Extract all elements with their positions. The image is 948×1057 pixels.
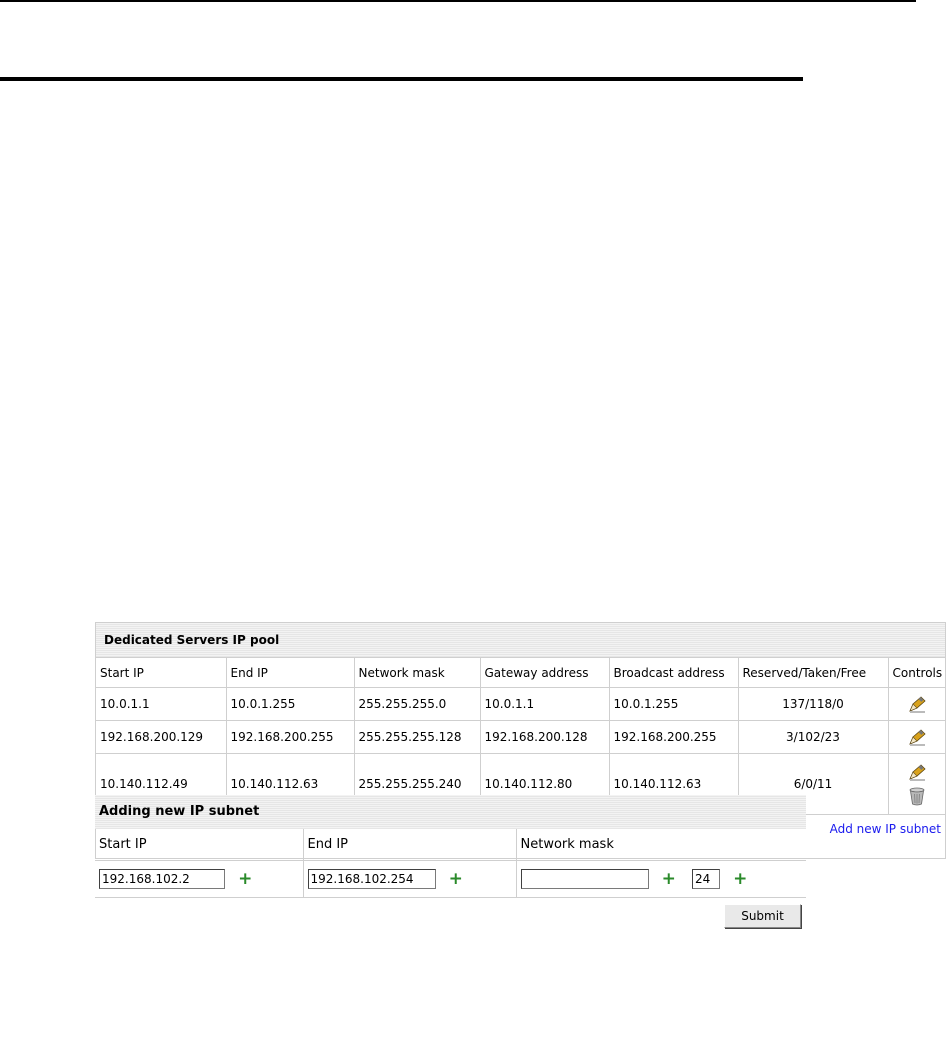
plus-icon[interactable]: + [733, 868, 748, 889]
table-header-row [96, 658, 945, 688]
start-ip-cell: 10.0.1.1 [96, 688, 226, 721]
controls-cell [888, 754, 945, 815]
plus-icon[interactable]: + [448, 868, 463, 889]
end-ip-input[interactable] [308, 869, 436, 889]
gateway-cell: 10.0.1.1 [480, 688, 609, 721]
network-mask-label: Network mask [516, 829, 806, 861]
gateway-cell: 10.140.112.80 [480, 754, 609, 815]
column-header: Network mask [354, 658, 480, 688]
add-subnet-title: Adding new IP subnet [95, 795, 806, 829]
column-header: Gateway address [480, 658, 609, 688]
ip-pool-table [96, 658, 945, 815]
column-header: Start IP [96, 658, 226, 688]
edit-icon[interactable] [906, 761, 928, 783]
heading-rule [0, 77, 803, 81]
add-subnet-table [95, 829, 806, 898]
end-ip-cell: 10.0.1.255 [226, 688, 354, 721]
controls-cell [888, 721, 945, 754]
top-rule [0, 0, 916, 2]
start-ip-label: Start IP [95, 829, 303, 861]
form-inputs-row [95, 861, 806, 898]
start-ip-cell: 192.168.200.129 [96, 721, 226, 754]
counts-cell: 3/102/23 [738, 721, 888, 754]
column-header: End IP [226, 658, 354, 688]
end-ip-label: End IP [303, 829, 516, 861]
network-mask-input[interactable] [521, 869, 649, 889]
network-mask-input-cell [516, 861, 806, 898]
submit-button[interactable]: Submit [724, 904, 801, 928]
plus-icon[interactable]: + [238, 868, 253, 889]
broadcast-cell: 10.140.112.63 [609, 754, 738, 815]
start-ip-cell: 10.140.112.49 [96, 754, 226, 815]
network-mask-cell: 255.255.255.0 [354, 688, 480, 721]
network-mask-cell: 255.255.255.128 [354, 721, 480, 754]
edit-icon[interactable] [906, 726, 928, 748]
column-header: Reserved/Taken/Free [738, 658, 888, 688]
end-ip-cell: 10.140.112.63 [226, 754, 354, 815]
counts-cell: 6/0/11 [738, 754, 888, 815]
table-row [96, 688, 945, 721]
broadcast-cell: 192.168.200.255 [609, 721, 738, 754]
column-header: Broadcast address [609, 658, 738, 688]
submit-row [95, 898, 806, 928]
broadcast-cell: 10.0.1.255 [609, 688, 738, 721]
add-new-ip-subnet-link[interactable]: Add new IP subnet [829, 822, 941, 836]
form-labels-row [95, 829, 806, 861]
plus-icon[interactable]: + [661, 868, 676, 889]
table-row [96, 721, 945, 754]
end-ip-input-cell [303, 861, 516, 898]
counts-cell: 137/118/0 [738, 688, 888, 721]
end-ip-cell: 192.168.200.255 [226, 721, 354, 754]
gateway-cell: 192.168.200.128 [480, 721, 609, 754]
start-ip-input-cell [95, 861, 303, 898]
edit-icon[interactable] [906, 693, 928, 715]
column-header: Controls [888, 658, 945, 688]
trash-icon[interactable] [906, 785, 928, 807]
start-ip-input[interactable] [99, 869, 225, 889]
network-mask-cell: 255.255.255.240 [354, 754, 480, 815]
prefix-length-input[interactable] [692, 869, 720, 889]
ip-pool-title: Dedicated Servers IP pool [96, 623, 945, 658]
controls-cell [888, 688, 945, 721]
add-subnet-form [95, 795, 806, 928]
